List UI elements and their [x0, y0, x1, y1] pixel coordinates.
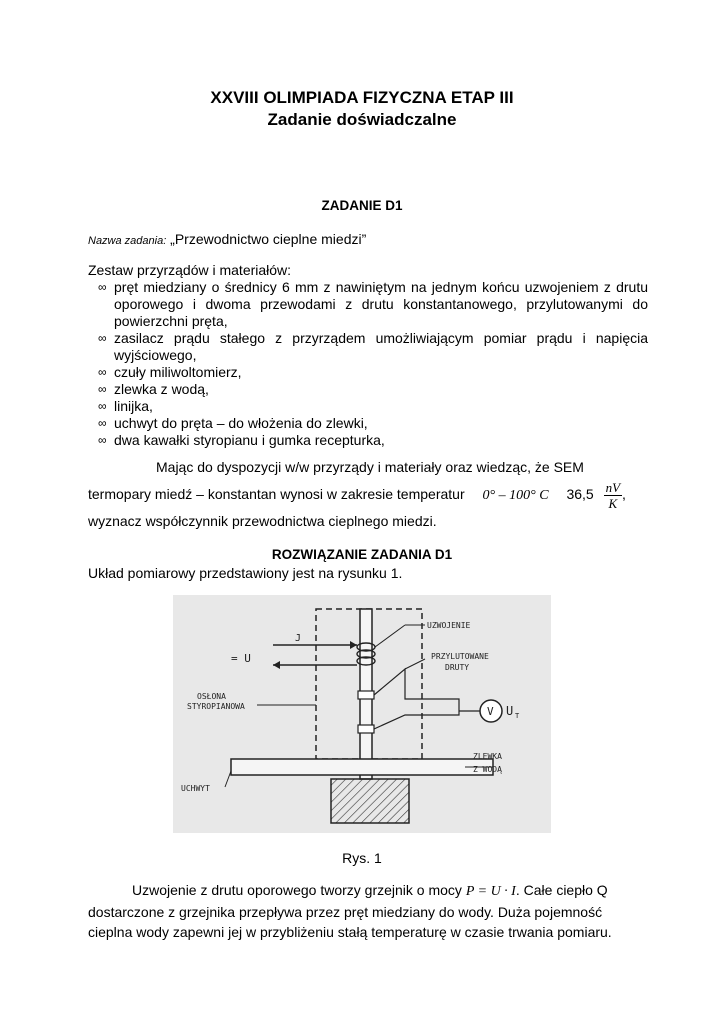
beaker-with-water — [331, 779, 409, 823]
infinity-bullet-icon: ∞ — [98, 331, 107, 345]
figure-diagram — [173, 595, 551, 833]
text-paragraph: Uzwojenie z drutu oporowego tworzy grzejnik o mocy P = U · I. Całe ciepło Q dostarczone z grzejnika przepływa przez pręt miedziany do wody. Duża pojemność cieplna wody zapewni jej w przybliżeniu stałą temperaturę w czasie trwania pomiaru. — [88, 882, 612, 940]
list-item: ∞ pręt miedziany o średnicy 6 mm z nawiniętym na jednym końcu uzwojeniem z drutu oporowego i dwoma przewodami z drutu konstantanowego, przylutowanymi do powierzchni pręta, — [98, 279, 648, 329]
equipment-heading: Zestaw przyrządów i materiałów: — [88, 262, 292, 278]
problem-line-2: termopary miedź – konstantan wynosi w zakresie temperatur 0° – 100° C 36,5 $\frac{nV}{K}$ , — [88, 480, 626, 511]
sem-value: 36,5 — [566, 486, 594, 503]
task-name-value: „Przewodnictwo cieplne miedzi” — [170, 231, 367, 247]
label-shield-1: OSŁONA — [197, 692, 226, 701]
solution-heading: ROZWIĄZANIE ZADANIA D1 — [271, 547, 453, 562]
label-beaker-1: ZLEWKA — [473, 752, 502, 761]
list-item: ∞ dwa kawałki styropianu i gumka recepturka, — [98, 432, 385, 448]
list-item: ∞ zasilacz prądu stałego z przyrządem umożliwiającym pomiar prądu i napięcia wyjściowego, — [98, 330, 648, 363]
label-winding: UZWOJENIE — [427, 621, 471, 630]
task-name — [88, 231, 366, 247]
solder-point-top — [358, 691, 374, 699]
power-formula: P = U · I — [465, 884, 516, 899]
infinity-bullet-icon: ∞ — [98, 365, 107, 379]
solution-intro: Układ pomiarowy przedstawiony jest na rysunku 1. — [88, 565, 403, 581]
document-subtitle: Zadanie doświadczalne — [267, 110, 457, 129]
task-name-label: Nazwa zadania: — [88, 235, 167, 247]
temperature-range: 0° – 100° C — [482, 488, 549, 504]
label-current: J — [295, 633, 302, 644]
label-ut: U — [506, 704, 514, 718]
label-voltage: = U — [231, 652, 251, 665]
figure-caption: Rys. 1 — [342, 850, 382, 866]
label-voltmeter: V — [487, 705, 494, 718]
sem-unit: $\frac{nV}{K}$ — [605, 480, 621, 511]
infinity-bullet-icon: ∞ — [98, 382, 107, 396]
list-item: ∞ zlewka z wodą, — [98, 381, 209, 397]
measurement-setup-diagram — [173, 595, 551, 833]
label-holder: UCHWYT — [181, 784, 210, 793]
task-heading: ZADANIE D1 — [321, 198, 403, 213]
holder-plate — [231, 759, 493, 775]
infinity-bullet-icon: ∞ — [98, 280, 107, 294]
equipment-list — [88, 279, 648, 449]
label-beaker-2: Z WODĄ — [473, 765, 502, 774]
list-item: ∞ linijka, — [98, 398, 153, 414]
infinity-bullet-icon: ∞ — [98, 416, 107, 430]
problem-line-1: Mając do dyspozycji w/w przyrządy i materiały oraz wiedząc, że SEM — [156, 459, 584, 475]
label-soldered: PRZYLUTOWANE — [431, 652, 489, 661]
problem-line-3: wyznacz współczynnik przewodnictwa cieplnego miedzi. — [88, 513, 437, 529]
label-ut-sub: T — [515, 712, 520, 720]
infinity-bullet-icon: ∞ — [98, 399, 107, 413]
infinity-bullet-icon: ∞ — [98, 433, 107, 447]
document-title: XXVIII OLIMPIADA FIZYCZNA ETAP III — [210, 88, 514, 107]
label-wires: DRUTY — [445, 663, 470, 672]
list-item: ∞ uchwyt do pręta – do włożenia do zlewki, — [98, 415, 368, 431]
list-item: ∞ czuły miliwoltomierz, — [98, 364, 242, 380]
label-shield-2: STYROPIANOWA — [187, 702, 245, 711]
solder-point-bottom — [358, 725, 374, 733]
